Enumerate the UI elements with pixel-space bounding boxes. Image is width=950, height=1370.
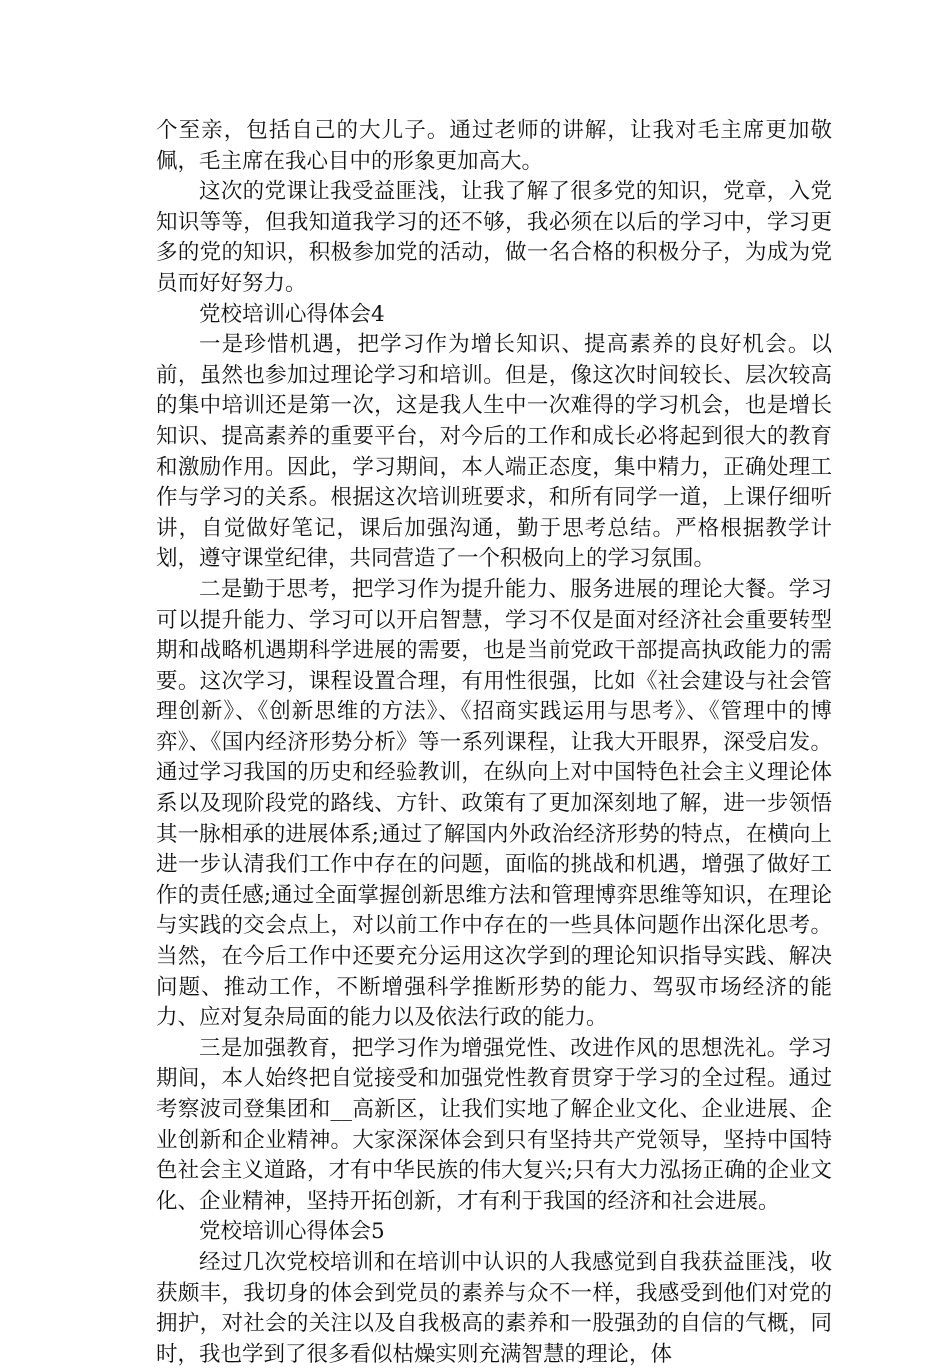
section-heading-5: 党校培训心得体会5 — [199, 1219, 385, 1245]
paragraph-point-three: 三是加强教育，把学习作为增强党性、改进作风的思想洗礼。学习期间，本人始终把自觉接受和加强党性教育贯穿于学习的全过程。通过考察波司登集团和__高新区，让我们实地了解企业文化、企业进展、企业创新和企业精神。大家深深体会到只有坚持共产党领导，坚持中国特色社会主义道路，才有中华民族的伟大复兴;只有大力泓扬正确的企业文化、企业精神，坚持开拓创新，才有利于我国的经济和社会进展。 — [156, 1035, 832, 1214]
section-heading-4: 党校培训心得体会4 — [199, 301, 385, 327]
paragraph-training-experience: 经过几次党校培训和在培训中认识的人我感觉到自我获益匪浅，收获颇丰，我切身的体会到党员的素养与众不一样，我感受到他们对党的拥护，对社会的关注以及自我极高的素养和一股强劲的自信的气概，同时，我也学到了很多看似枯燥实则充满智慧的理论，体 — [156, 1249, 832, 1367]
paragraph-party-lesson: 这次的党课让我受益匪浅，让我了解了很多党的知识，党章，入党知识等等，但我知道我学习的还不够，我必须在以后的学习中，学习更多的党的知识，积极参加党的活动，做一名合格的积极分子，为成为党员而好好努力。 — [156, 179, 832, 296]
document-body — [156, 116, 832, 1370]
paragraph-continuation: 个至亲，包括自己的大儿子。通过老师的讲解，让我对毛主席更加敬佩，毛主席在我心目中的形象更加高大。 — [156, 118, 832, 174]
paragraph-point-two: 二是勤于思考，把学习作为提升能力、服务进展的理论大餐。学习可以提升能力、学习可以开启智慧，学习不仅是面对经济社会重要转型期和战略机遇期科学进展的需要，也是当前党政干部提高执政能力的需要。这次学习，课程设置合理，有用性很强，比如《社会建设与社会管理创新》、《创新思维的方法》、《招商实践运用与思考》、《管理中的博弈》、《国内经济形势分析》等一系列课程，让我大开眼界，深受启发。通过学习我国的历史和经验教训，在纵向上对中国特色社会主义理论体系以及现阶段党的路线、方针、政策有了更加深刻地了解，进一步领悟其一脉相承的进展体系;通过了解国内外政治经济形势的特点，在横向上进一步认清我们工作中存在的问题，面临的挑战和机遇，增强了做好工作的责任感;通过全面掌握创新思维方法和管理博弈思维等知识，在理论与实践的交会点上，对以前工作中存在的一些具体问题作出深化思考。当然，在今后工作中还要充分运用这次学到的理论知识指导实践、解决问题、推动工作，不断增强科学推断形势的能力、驾驭市场经济的能力、应对复杂局面的能力以及依法行政的能力。 — [156, 576, 832, 1031]
paragraph-point-one: 一是珍惜机遇，把学习作为增长知识、提高素养的良好机会。以前，虽然也参加过理论学习和培训。但是，像这次时间较长、层次较高的集中培训还是第一次，这是我人生中一次难得的学习机会，也是增长知识、提高素养的重要平台，对今后的工作和成长必将起到很大的教育和激励作用。因此，学习期间，本人端正态度，集中精力，正确处理工作与学习的关系。根据这次培训班要求，和所有同学一道，上课仔细听讲，自觉做好笔记，课后加强沟通，勤于思考总结。严格根据教学计划，遵守课堂纪律，共同营造了一个积极向上的学习氛围。 — [156, 332, 832, 572]
